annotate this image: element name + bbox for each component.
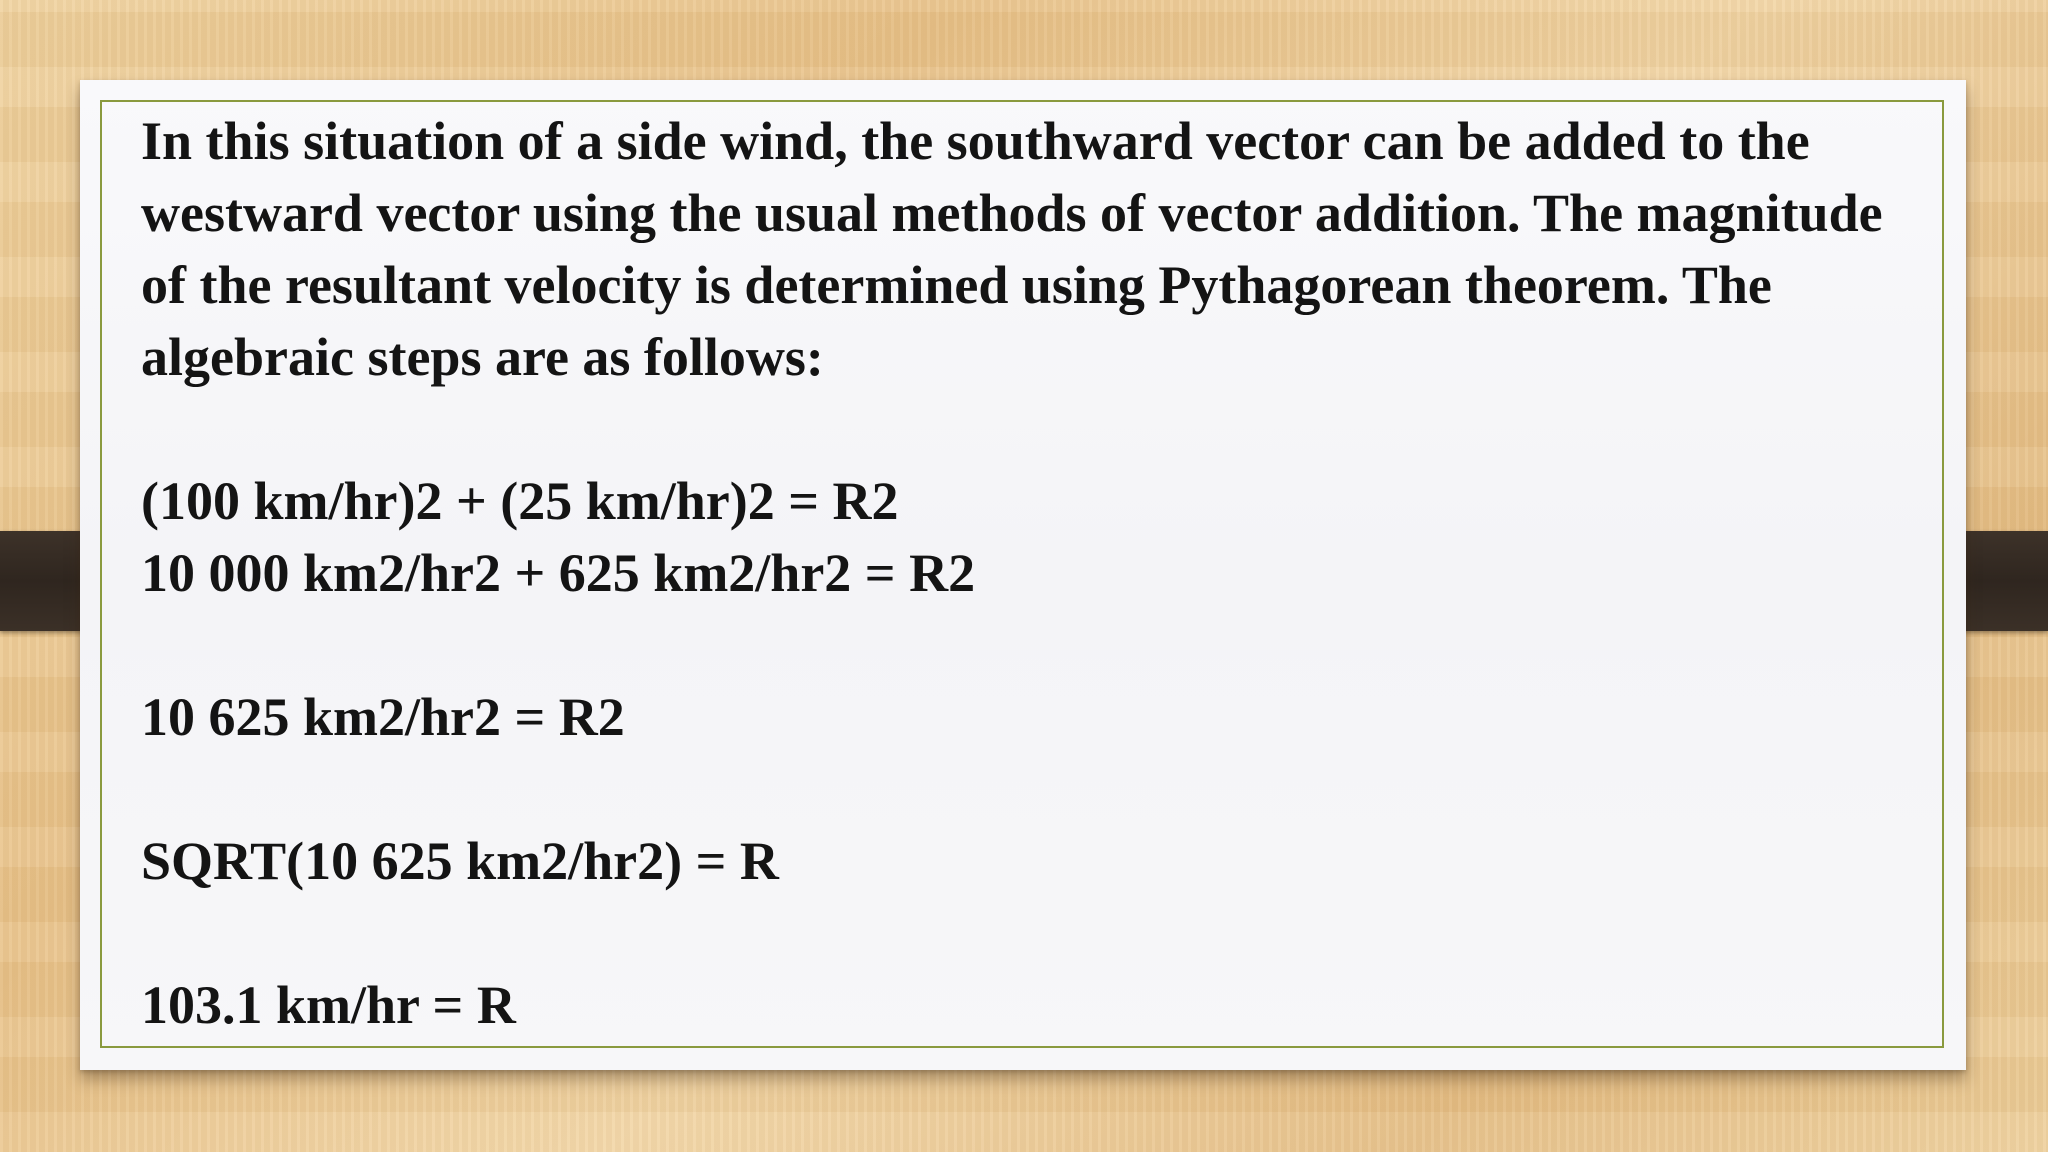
equation-1: (100 km/hr)2 + (25 km/hr)2 = R2 <box>141 471 899 531</box>
spacer <box>141 393 1921 465</box>
spacer <box>141 897 1921 969</box>
spacer <box>141 753 1921 825</box>
spacer <box>141 609 1921 681</box>
slide-content <box>141 105 1921 1041</box>
equation-5: 103.1 km/hr = R <box>141 975 516 1035</box>
equation-3: 10 625 km2/hr2 = R2 <box>141 687 625 747</box>
intro-paragraph: In this situation of a side wind, the southward vector can be added to the westward vector using the usual methods of vector addition. The magnitude of the resultant velocity is determined using Pythagorean theorem. The algebraic steps are as follows: <box>141 111 1883 387</box>
equation-2: 10 000 km2/hr2 + 625 km2/hr2 = R2 <box>141 543 976 603</box>
equation-4: SQRT(10 625 km2/hr2) = R <box>141 831 779 891</box>
